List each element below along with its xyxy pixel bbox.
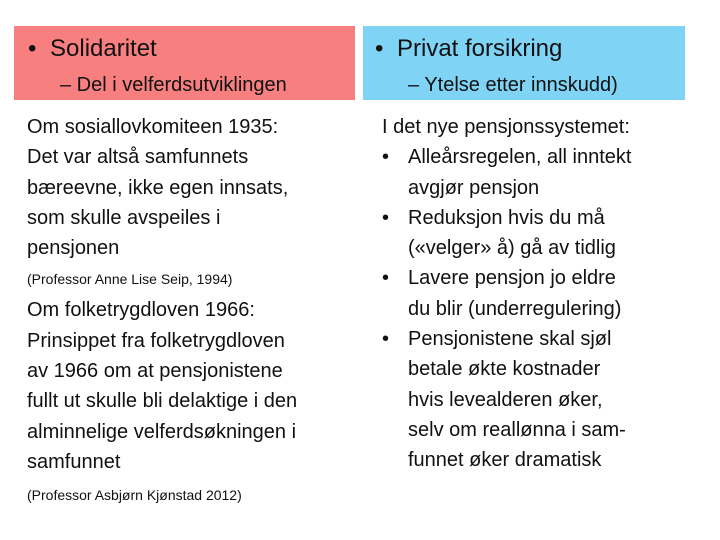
- bullet-icon: •: [375, 35, 384, 62]
- bullet-icon: •: [382, 328, 390, 351]
- privat-forsikring-box: [363, 26, 685, 100]
- right-heading-text: Privat forsikring: [397, 35, 563, 62]
- text-line: pensjonen: [27, 237, 120, 260]
- item-line: avgjør pensjon: [408, 176, 540, 199]
- citation-seip: (Professor Anne Lise Seip, 1994): [27, 271, 233, 288]
- left-paragraph-1: [27, 112, 357, 263]
- item-line: funnet øker dramatisk: [408, 449, 602, 472]
- item-line: Lavere pensjon jo eldre: [408, 267, 616, 290]
- item-line: Alleårsregelen, all inntekt: [408, 146, 632, 169]
- bullet-icon: •: [28, 35, 37, 62]
- bullet-icon: •: [382, 267, 390, 290]
- list-item: [382, 203, 712, 264]
- text-line: Det var altså samfunnets: [27, 146, 249, 169]
- text-line: Om sosiallovkomiteen 1935:: [27, 116, 279, 138]
- item-line: Pensjonistene skal sjøl: [408, 328, 612, 351]
- left-column: [27, 112, 357, 511]
- list-item: [382, 142, 712, 203]
- left-heading-text: Solidaritet: [50, 35, 157, 62]
- text-line: som skulle avspeiles i: [27, 206, 221, 229]
- bullet-icon: •: [382, 206, 390, 229]
- list-item: [382, 324, 712, 475]
- text-line: av 1966 om at pensjonistene: [27, 360, 283, 383]
- right-intro: I det nye pensjonssystemet:: [382, 116, 630, 138]
- item-line: betale økte kostnader: [408, 358, 601, 381]
- left-heading: [28, 35, 157, 63]
- left-paragraph-2: [27, 295, 357, 477]
- citation-kjonstad: (Professor Asbjørn Kjønstad 2012): [27, 487, 242, 504]
- item-line: Reduksjon hvis du må: [408, 206, 605, 229]
- item-line: hvis levealderen øker,: [408, 388, 603, 411]
- item-line: selv om reallønna i sam-: [408, 418, 626, 441]
- bullet-icon: •: [382, 146, 390, 169]
- item-line: du blir (underregulering): [408, 297, 622, 320]
- right-column: [382, 112, 712, 476]
- right-heading: [375, 35, 562, 63]
- list-item: [382, 263, 712, 324]
- text-line: samfunnet: [27, 450, 121, 473]
- right-subheading: – Ytelse etter innskudd): [408, 74, 618, 96]
- item-line: («velger» å) gå av tidlig: [408, 237, 616, 260]
- text-line: Om folketrygdloven 1966:: [27, 299, 255, 322]
- solidaritet-box: [14, 26, 355, 100]
- text-line: bæreevne, ikke egen innsats,: [27, 176, 289, 199]
- right-bullet-list: [382, 142, 712, 475]
- left-subheading: – Del i velferdsutviklingen: [60, 74, 287, 96]
- text-line: alminnelige velferdsøkningen i: [27, 420, 297, 443]
- text-line: fullt ut skulle bli delaktige i den: [27, 390, 298, 413]
- text-line: Prinsippet fra folketrygdloven: [27, 329, 285, 352]
